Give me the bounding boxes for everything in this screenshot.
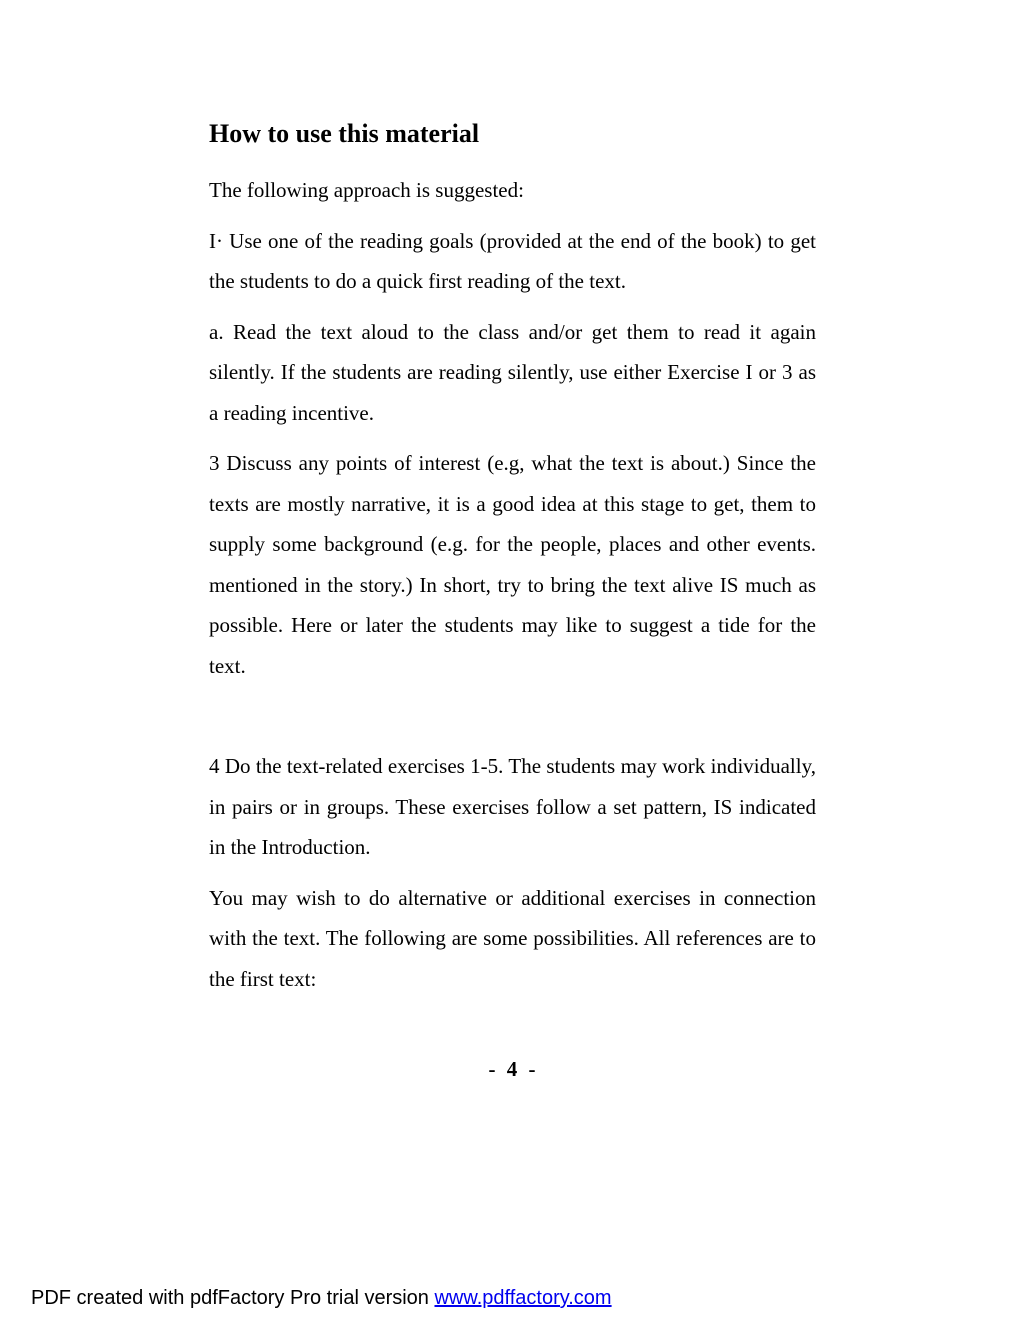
paragraph-step-1: I· Use one of the reading goals (provided at the end of the book) to get the students to do a quick first reading of the text. xyxy=(209,228,816,293)
footer-link[interactable]: www.pdffactory.com xyxy=(434,1287,612,1309)
paragraph-step-3: 3 Discuss any points of interest (e.g, what the text is about.) Since the texts are mostly narrative, it is a good idea at this stage to get, them to supply some background (e.g. for the people, places and other events. mentioned in the story.) In short, try to bring the text alive IS much as possible. Here or later the students may like to suggest a tide for the text. xyxy=(209,451,816,678)
paragraph-step-4: 4 Do the text-related exercises 1-5. The students may work individually, in pairs or in groups. These exercises follow a set pattern, IS indicated in the Introduction. xyxy=(209,754,816,859)
paragraph-alternatives: You may wish to do alternative or additional exercises in connection with the text. The following are some possibilities. All references are to the first text: xyxy=(209,885,816,991)
page-title: How to use this material xyxy=(209,119,480,148)
paragraph-intro: The following approach is suggested: xyxy=(209,178,524,202)
page-number: - 4 - xyxy=(488,1057,536,1081)
paragraph-gap xyxy=(209,696,816,746)
footer-text: PDF created with pdfFactory Pro trial version xyxy=(31,1287,435,1309)
pdf-footer xyxy=(31,1285,612,1311)
page-content xyxy=(209,116,816,1009)
paragraph-step-a: a. Read the text aloud to the class and/or get them to read it again silently. If the students are reading silently, use either Exercise I or 3 as a reading incentive. xyxy=(209,319,816,425)
